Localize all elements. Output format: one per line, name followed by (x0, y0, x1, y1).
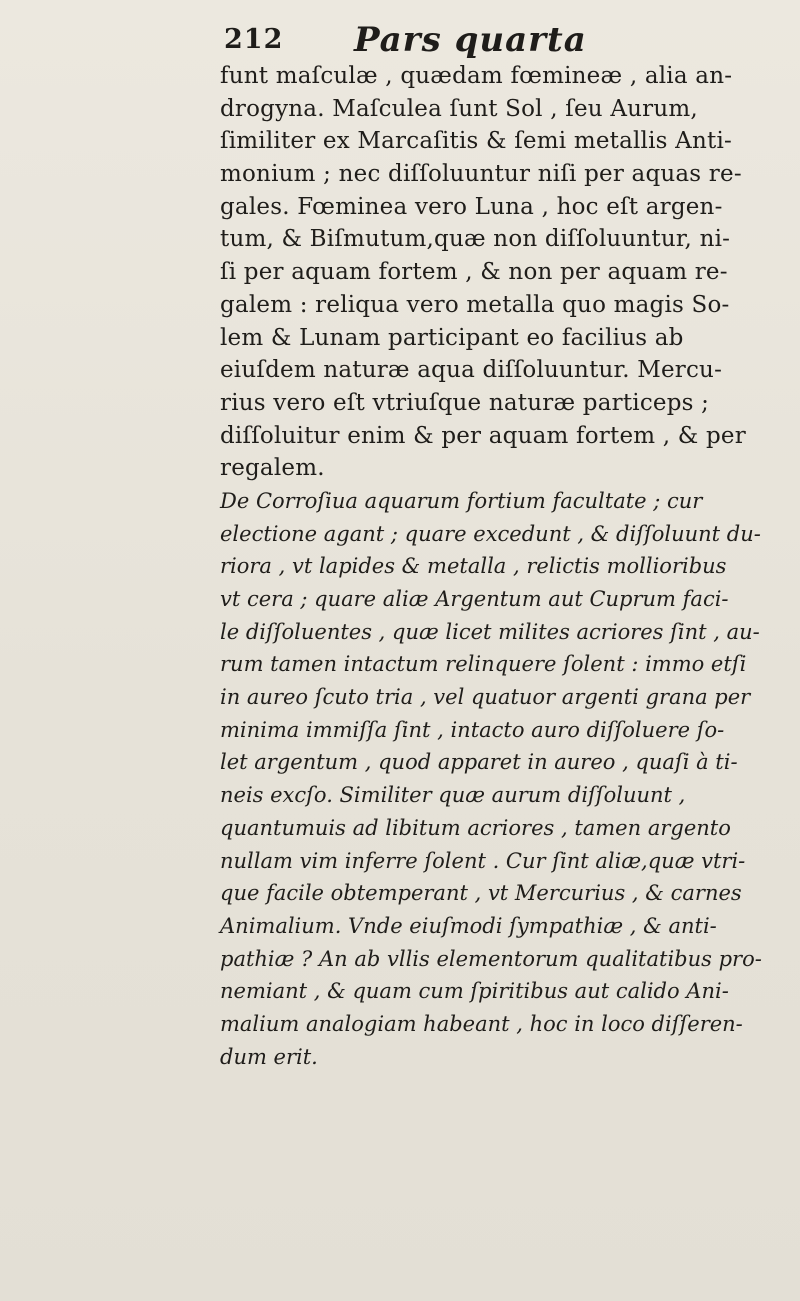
text-line: diſſoluitur enim & per aquam fortem , & per (220, 422, 746, 449)
text-line: rum tamen intactum relinquere ſolent : immo etſi (220, 652, 747, 677)
text-line: gales. Fœminea vero Luna , hoc eſt argen- (220, 193, 723, 220)
page-header (224, 20, 694, 64)
text-line: rius vero eſt vtriuſque naturæ particeps ; (220, 389, 710, 416)
body-text (220, 60, 795, 1073)
text-line: malium analogiam habeant , hoc in loco diſſeren- (220, 1011, 743, 1036)
page-number: 212 (224, 24, 284, 55)
text-line: in aureo ſcuto tria , vel quatuor argenti grana per (220, 685, 751, 710)
text-line: minima immiſſa ſint , intacto auro diſſoluere ſo- (220, 717, 725, 742)
text-line: drogyna. Maſculea ſunt Sol , ſeu Aurum, (220, 95, 698, 122)
text-line: regalem. (220, 455, 325, 482)
text-line: lem & Lunam participant eo facilius ab (220, 324, 684, 351)
text-line: let argentum , quod apparet in aureo , quaſi à ti- (220, 750, 738, 775)
text-line: nullam vim inferre ſolent . Cur ſint aliæ,quæ vtri- (220, 848, 746, 873)
text-line: pathiæ ? An ab vllis elementorum qualitatibus pro- (220, 946, 762, 971)
text-line: le diſſoluentes , quæ licet milites acriores ſint , au- (220, 619, 760, 644)
text-line: galem : reliqua vero metalla quo magis So- (220, 291, 730, 318)
text-line: nemiant , & quam cum ſpiritibus aut calido Ani- (220, 979, 729, 1004)
text-line: riora , vt lapides & metalla , relictis mollioribus (220, 554, 727, 579)
text-line: monium ; nec diſſoluuntur niſi per aquas re- (220, 161, 742, 188)
text-line: neis excſo. Similiter quæ aurum diſſoluunt , (220, 783, 686, 808)
text-line: funt maſculæ , quædam fœmineæ , alia an- (220, 63, 733, 89)
running-head: Pars quarta (354, 20, 587, 60)
text-line: que facile obtemperant , vt Mercurius , & carnes (220, 881, 742, 906)
text-line: quantumuis ad libitum acriores , tamen argento (220, 815, 731, 840)
text-line: Animalium. Vnde eiuſmodi ſympathiæ , & anti- (220, 913, 717, 938)
text-line: De Corroſiua aquarum fortium facultate ; cur (220, 488, 703, 513)
text-line: ſimiliter ex Marcaſitis & ſemi metallis Anti- (220, 128, 732, 155)
text-line: dum erit. (220, 1044, 318, 1069)
text-line: tum, & Biſmutum,quæ non diſſoluuntur, ni- (220, 226, 731, 253)
text-line: vt cera ; quare aliæ Argentum aut Cuprum faci- (220, 587, 729, 611)
paragraph-dissolution (220, 60, 795, 485)
text-line: ſi per aquam fortem , & non per aquam re- (220, 259, 728, 286)
paragraph-corrosive-waters (220, 485, 795, 1073)
text-line: eiuſdem naturæ aqua diſſoluuntur. Mercu- (220, 357, 723, 384)
text-line: electione agant ; quare excedunt , & diſſoluunt du- (220, 521, 761, 546)
